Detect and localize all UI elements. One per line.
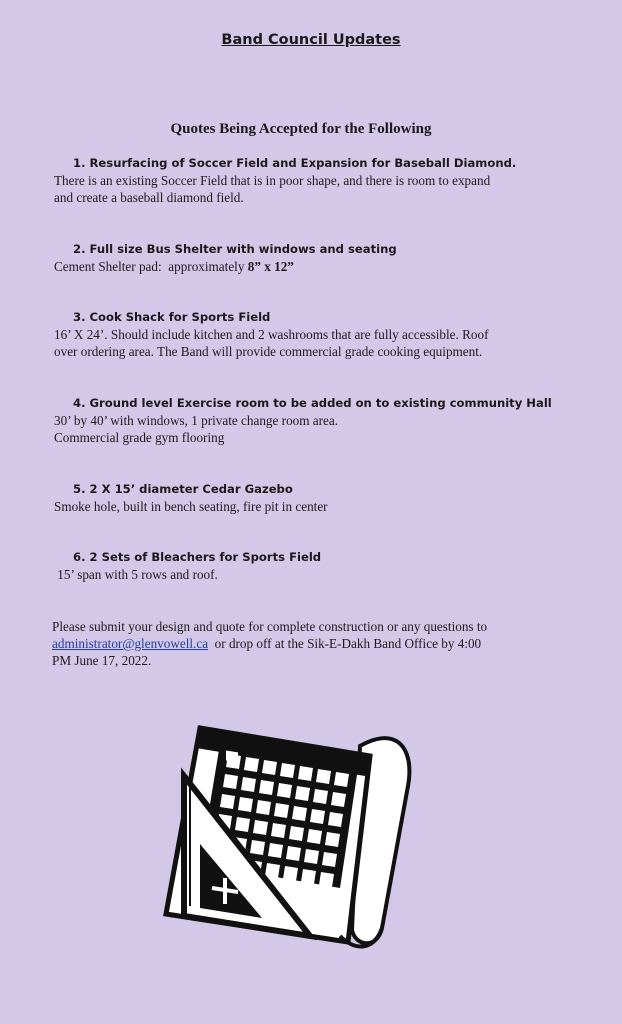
item-body-line: 15’ span with 5 rows and roof.: [54, 567, 218, 582]
grid-cell: [223, 774, 238, 789]
grid-cell: [220, 794, 235, 809]
email-link[interactable]: administrator@glenvowell.ca: [52, 636, 209, 651]
grid-cell: [286, 846, 301, 861]
item-body-text: Cement Shelter pad: approximately: [54, 259, 248, 274]
grid-cell: [289, 826, 304, 841]
item-body: [54, 326, 554, 360]
closing-line: PM June 17, 2022.: [52, 653, 152, 668]
item-body-line: and create a baseball diamond field.: [54, 190, 244, 205]
item-body: [54, 258, 554, 275]
item-body-line: Commercial grade gym flooring: [54, 430, 225, 445]
list-item: [54, 482, 554, 515]
item-title: 5. 2 X 15’ diameter Cedar Gazebo: [73, 482, 293, 496]
closing-paragraph: [52, 618, 552, 669]
closing-line: Please submit your design and quote for complete construction or any questions to: [52, 619, 488, 634]
grid-cell: [331, 792, 346, 807]
grid-cell: [292, 806, 307, 821]
item-title: 2. Full size Bus Shelter with windows and seating: [73, 242, 397, 256]
grid-cell: [268, 843, 283, 858]
grid-cell: [265, 863, 280, 878]
item-title: 3. Cook Shack for Sports Field: [73, 310, 271, 324]
grid-cell: [277, 783, 292, 798]
list-item: [54, 396, 554, 446]
grid-cell: [271, 823, 286, 838]
grid-cell: [253, 820, 268, 835]
grid-cell: [322, 852, 337, 867]
grid-cell: [301, 869, 316, 884]
grid-cell: [283, 866, 298, 881]
item-body-line: There is an existing Soccer Field that is in poor shape, and there is room to expand: [54, 173, 491, 188]
grid-cell: [274, 803, 289, 818]
grid-cell: [226, 754, 241, 769]
grid-cell: [238, 797, 253, 812]
list-item: [54, 310, 554, 360]
grid-cell: [316, 769, 331, 784]
grid-cell: [307, 829, 322, 844]
grid-cell: [304, 849, 319, 864]
grid-cell: [328, 812, 343, 827]
item-body-line: 30’ by 40’ with windows, 1 private change room area.: [54, 413, 339, 428]
grid-cell: [319, 872, 334, 887]
grid-cell: [325, 832, 340, 847]
closing-line: [52, 635, 552, 652]
blueprint-with-set-square-icon: [160, 716, 420, 961]
item-body: [54, 566, 554, 583]
grid-cell: [259, 780, 274, 795]
item-title: 1. Resurfacing of Soccer Field and Expansion for Baseball Diamond.: [73, 156, 517, 170]
grid-cell: [313, 789, 328, 804]
item-body-line: 16’ X 24’. Should include kitchen and 2 washrooms that are fully accessible. Roof: [54, 327, 489, 342]
item-body: [54, 498, 554, 515]
grid-cell: [280, 763, 295, 778]
item-body: [54, 412, 554, 446]
grid-cell: [250, 840, 265, 855]
item-body-dimension: 8” x 12”: [247, 259, 294, 274]
grid-cell: [298, 766, 313, 781]
page-title: Band Council Updates: [221, 32, 401, 48]
section-subtitle: Quotes Being Accepted for the Following: [170, 121, 432, 137]
item-body-line: over ordering area. The Band will provide commercial grade cooking equipment.: [54, 344, 483, 359]
grid-cell: [256, 800, 271, 815]
item-title: 6. 2 Sets of Bleachers for Sports Field: [73, 550, 322, 564]
grid-cell: [241, 777, 256, 792]
list-item: [54, 156, 554, 206]
list-item: [54, 550, 554, 583]
grid-cell: [310, 809, 325, 824]
grid-cell: [244, 757, 259, 772]
list-item: [54, 242, 554, 275]
grid-cell: [295, 786, 310, 801]
grid-cell: [262, 760, 277, 775]
item-body-line: Smoke hole, built in bench seating, fire pit in center: [54, 499, 328, 514]
closing-text: or drop off at the Sik-E-Dakh Band Office by 4:00: [208, 636, 482, 651]
grid-cell: [334, 772, 349, 787]
item-body: [54, 172, 554, 206]
grid-cell: [235, 817, 250, 832]
item-title: 4. Ground level Exercise room to be added on to existing community Hall: [73, 396, 552, 410]
